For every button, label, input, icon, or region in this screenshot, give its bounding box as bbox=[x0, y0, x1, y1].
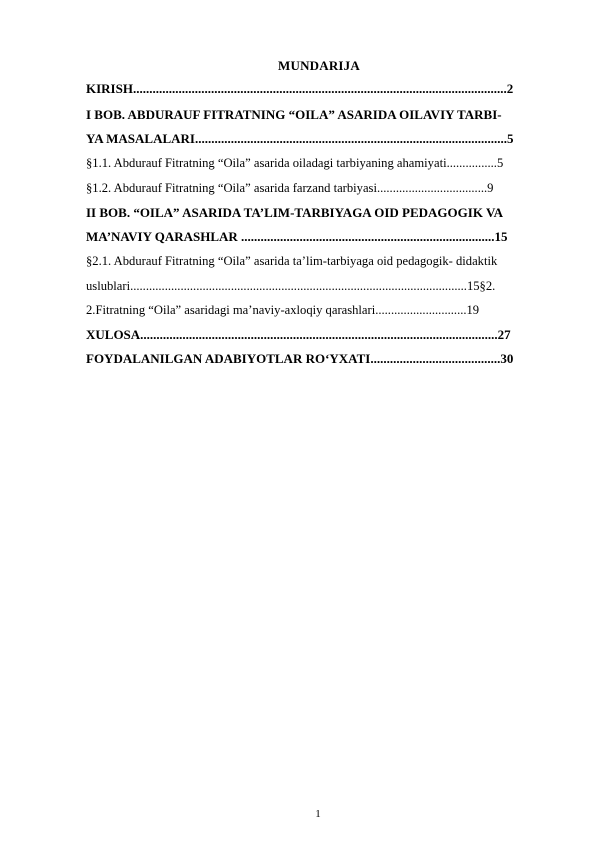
page-number: 1 bbox=[315, 808, 321, 820]
toc-entry-xulosa: XULOSA..............................................................................................................27 bbox=[86, 327, 511, 342]
toc-entry-section-2-2: 2.Fitratning “Oila” asaridagi ma’naviy-axloqiy qarashlari.............................19 bbox=[86, 303, 480, 317]
toc-entry-chapter-2-line-2: MA’NAVIY QARASHLAR ..............................................................................15 bbox=[86, 229, 508, 244]
toc-entry-section-1-2: §1.2. Abdurauf Fitratning “Oila” asarida farzand tarbiyasi...................................9 bbox=[86, 181, 494, 195]
toc-entry-references: FOYDALANILGAN ADABIYOTLAR RO‘YXATI........................................30 bbox=[86, 351, 514, 366]
page-title: MUNDARIJA bbox=[278, 58, 360, 73]
toc-entry-kirish: KIRISH...................................................................................................................2 bbox=[86, 81, 514, 96]
toc-entry-section-2-1-line-1: §2.1. Abdurauf Fitratning “Oila” asarida ta’lim-tarbiyaga oid pedagogik- didaktik bbox=[86, 254, 498, 268]
toc-entry-section-2-1-line-2: uslublari...........................................................................................................15§2. bbox=[86, 279, 496, 293]
toc-entry-chapter-1-line-2: YA MASALALARI................................................................................................5 bbox=[86, 131, 514, 146]
toc-entry-chapter-2-line-1: II BOB. “OILA” ASARIDA TA’LIM-TARBIYAGA OID PEDAGOGIK VA bbox=[86, 205, 504, 220]
toc-entry-section-1-1: §1.1. Abdurauf Fitratning “Oila” asarida oiladagi tarbiyaning ahamiyati................5 bbox=[86, 156, 504, 170]
toc-entry-chapter-1-line-1: I BOB. ABDURAUF FITRATNING “OILA” ASARIDA OILAVIY TARBI- bbox=[86, 107, 502, 122]
